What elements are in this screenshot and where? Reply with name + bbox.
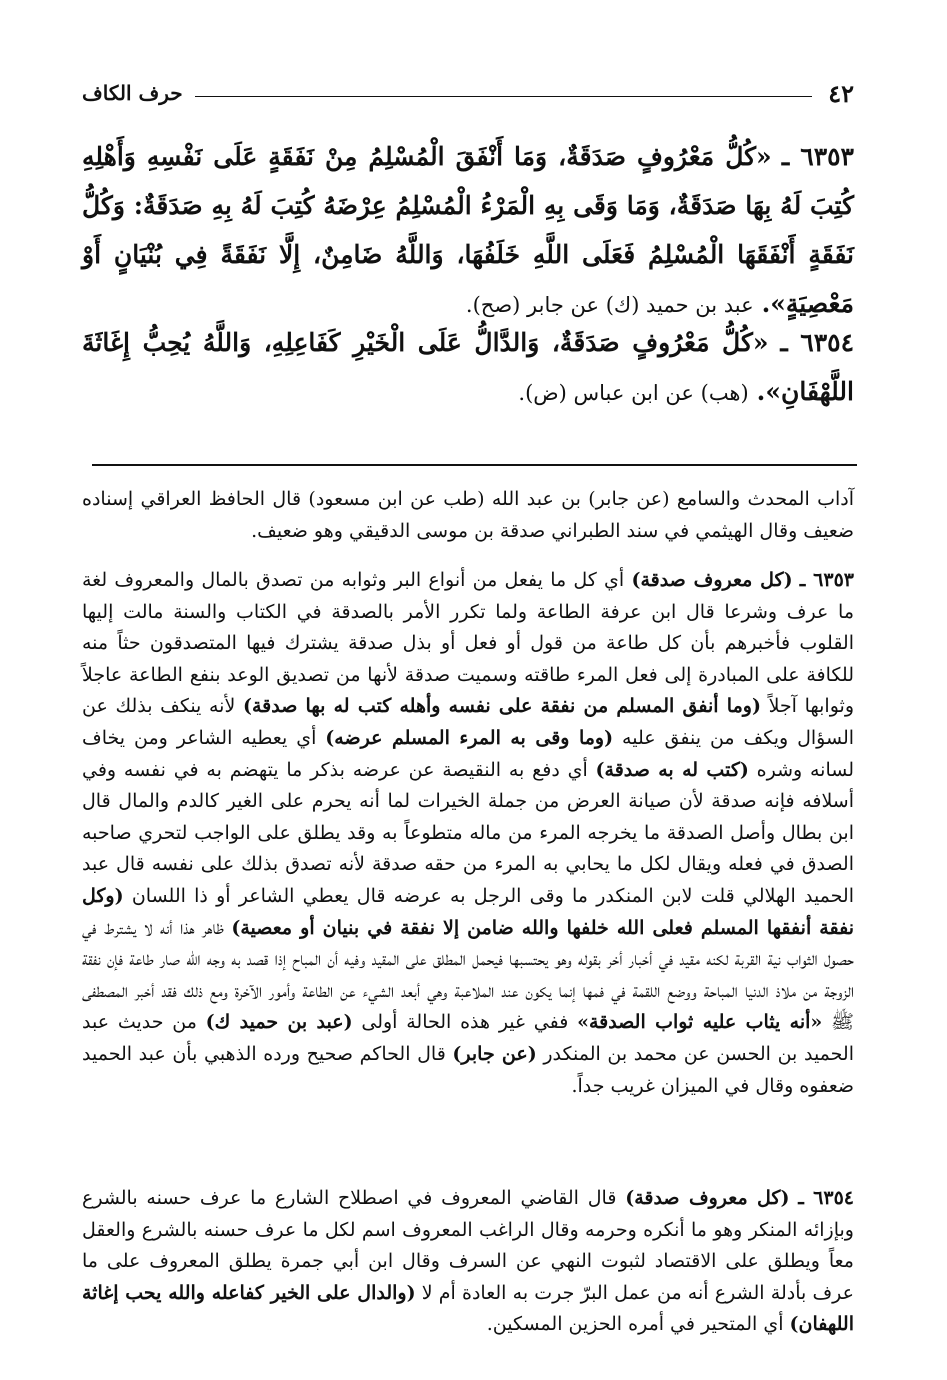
- commentary-text: أي يعطيه الشاعر ومن يخاف لسانه وشره: [82, 726, 854, 781]
- hadith-6353: [82, 132, 854, 330]
- hadith-number: ٦٣٥٤ ـ: [780, 328, 855, 357]
- hadith-text: «كُلُّ مَعْرُوفٍ صَدَقَةٌ، وَالدَّالُّ عَلَى الْخَيْرِ كَفَاعِلِهِ، وَاللَّهُ يُحِبُّ إِغَاثَةَ اللَّهْفَانِ».: [82, 328, 854, 406]
- commentary-text: قال القاضي المعروف في اصطلاح الشارع ما عرف حسنه بالشرع وبإزائه المنكر وهو ما أنكره وحرمه وقال الراغب المعروف اسم لكل ما عرف حسنه بالشرع والعقل معاً ويطلق على الاقتصاد لثبوت النهي عن السرف وقال ابن أبي جمرة يطلق المعروف على ما عرف بأدلة الشرع أنه من عمل البرّ جرت به العادة أم لا: [82, 1187, 854, 1304]
- commentary-number: ٦٣٥٣ ـ: [799, 569, 854, 591]
- hadith-number: ٦٣٥٣ ـ: [781, 142, 854, 171]
- quoted-phrase: (كل معروف صدقة): [631, 569, 793, 591]
- page-header: [82, 78, 854, 108]
- header-rule: [195, 96, 813, 97]
- commentary-text: ففي غير هذه الحالة أولى: [352, 1011, 578, 1034]
- page-number: ٤٢: [828, 78, 854, 108]
- quoted-phrase: «أنه يثاب عليه ثواب الصدقة»: [577, 1011, 823, 1034]
- commentary-6353: [82, 565, 854, 1102]
- quoted-phrase: (وما وقى به المرء المسلم عرضه): [325, 726, 614, 749]
- commentary-text: أي كل ما يفعل من أنواع البر وثوابه من تصدق بالمال والمعروف لغة ما عرف وشرعا قال ابن عرفة الطاعة ولما تكرر الأمر بالصدقة في الكتاب والسنة مالت إليها القلوب فأخبرهم بأن كل طاعة من قول أو فعل أو بذل صدقة يشترك فيها المتصدقون حثاً منه للكافة على المبادرة إلى فعل المرء طاقته وسميت صدقة لأنها من تصديق الوعد بنفع الطاعة عاجلاً وثوابها آجلاً: [82, 569, 854, 718]
- commentary-text: أي دفع به النقيصة عن عرضه بذكر ما يتهضم به في نفسه وفي أسلافه فإنه صدقة لأن صيانة العرض من جملة الخيرات لما أنه يحرم على الغير كالدم والمال قال ابن بطال وأصل الصدقة ما يخرجه المرء من ماله متطوعاً به وقد يطلق على الواجب لتحري صاحبه الصدق في فعله ويقال لكل ما يحابي به المرء من حقه صدقة لأنه تصدق بذلك على نفسه قال عبد الحميد الهلالي قلت لابن المنكدر ما وقى الرجل به عرضه قال يعطي الشاعر أو ذا اللسان: [82, 758, 854, 907]
- quoted-phrase: (والدال على الخير كفاعله والله يحب إغاثة اللهفان): [82, 1281, 854, 1336]
- commentary-text: من حديث عبد الحميد بن الحسن عن محمد بن المنكدر: [82, 1011, 854, 1065]
- commentary-6354: [82, 1183, 854, 1341]
- commentary-continuation: [82, 484, 854, 547]
- commentary-number: ٦٣٥٤ ـ: [798, 1187, 854, 1209]
- quoted-phrase: (كتب له به صدقة): [595, 758, 749, 781]
- commentary-text: قال الحاكم صحيح ورده الذهبي بأن عبد الحميد ضعفوه وقال في الميزان غريب جداً.: [82, 1042, 854, 1097]
- commentary-text: آداب المحدث والسامع (عن جابر) بن عبد الله (طب عن ابن مسعود) قال الحافظ العراقي إسناده ضعيف وقال الهيثمي في سند الطبراني صدقة بن موسى الدقيقي وهو ضعيف.: [82, 488, 854, 542]
- hadith-6354: [82, 318, 854, 418]
- commentary-text: أي المتحير في أمره الحزين المسكين.: [486, 1313, 790, 1336]
- footnote-divider: [92, 464, 857, 466]
- quoted-phrase: (عن جابر): [452, 1042, 537, 1065]
- quoted-phrase: (وكل نفقة أنفقها المسلم فعلى الله خلفها والله ضامن إلا نفقة في بنيان أو معصية): [82, 884, 854, 939]
- hadith-text: «كُلُّ مَعْرُوفٍ صَدَقَةٌ، وَمَا أَنْفَقَ الْمُسْلِمُ مِنْ نَفَقَةٍ عَلَى نَفْسِهِ وَأَهْلِهِ كُتِبَ لَهُ بِهَا صَدَقَةٌ، وَمَا وَقَى بِهِ الْمَرْءُ الْمُسْلِمُ عِرْضَهُ كُتِبَ لَهُ بِهِ صَدَقَةٌ: وَكُلُّ نَفَقَةٍ أَنْفَقَهَا الْمُسْلِمُ فَعَلَى اللَّهِ خَلَفُهَا، وَاللَّهُ ضَامِنٌ، إِلَّا نَفَقَةً فِي بُنْيَانٍ أَوْ مَعْصِيَةٍ».: [82, 142, 854, 318]
- commentary-text: ظاهر هذا أنه لا يشترط في حصول الثواب نية القربة لكنه مقيد في أخبار أخر بقوله وهو يحتسبها فيحمل المطلق على المقيد وفيه أن المباح إذا قصد به وجه الله صار طاعة فإن نفقة الزوجة من ملاذ الدنيا المباحة ووضع اللقمة في فمها إنما يكون عند الملاعبة وهي أبعد الشيء عن الطاعة وأمور الآخرة ومع ذلك فقد أخبر المصطفى ﷺ: [82, 916, 855, 1034]
- hadith-source: (هب) عن ابن عباس (ض).: [518, 381, 749, 405]
- hadith-source: عبد بن حميد (ك) عن جابر (صح).: [465, 293, 754, 317]
- quoted-phrase: (عبد بن حميد ك): [205, 1011, 353, 1034]
- quoted-phrase: (وما أنفق المسلم من نفقة على نفسه وأهله كتب له بها صدقة): [242, 695, 761, 718]
- chapter-title: حرف الكاف: [82, 81, 183, 105]
- commentary-text: لأنه ينكف بذلك عن السؤال ويكف من ينفق عليه: [82, 695, 855, 749]
- quoted-phrase: (كل معروف صدقة): [625, 1187, 790, 1209]
